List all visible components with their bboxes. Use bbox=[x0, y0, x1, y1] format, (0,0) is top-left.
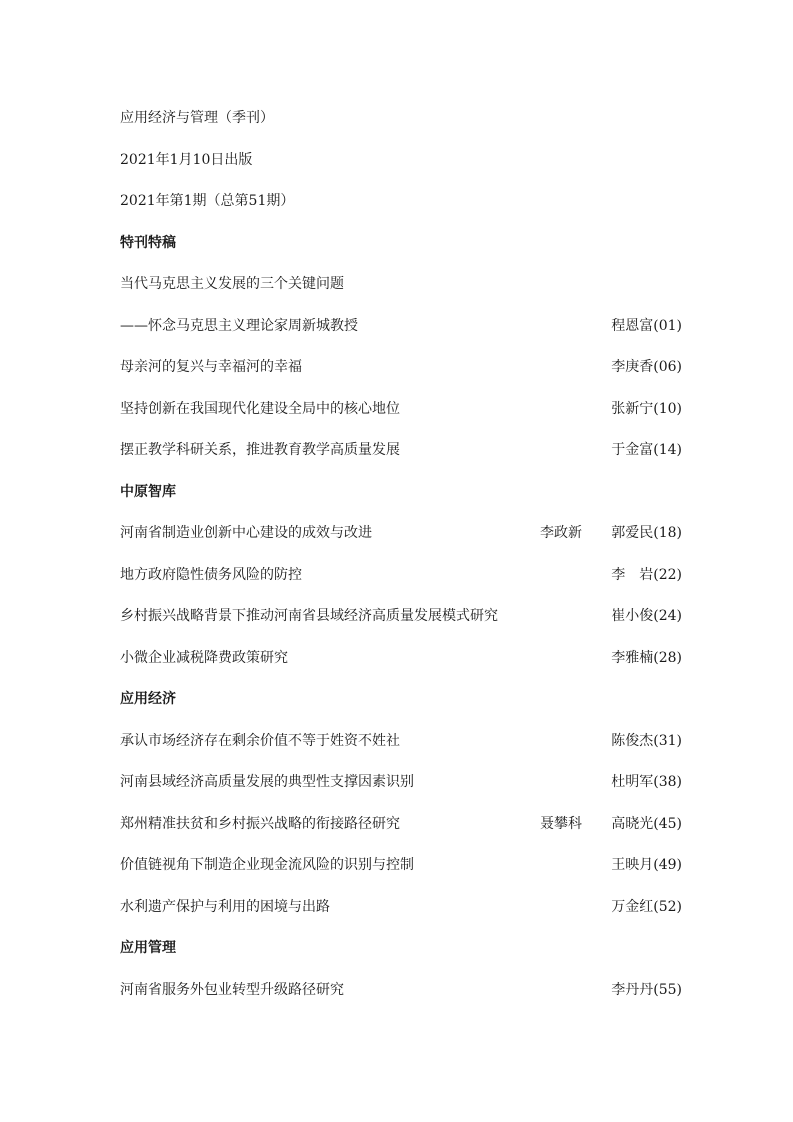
journal-title: 应用经济与管理（季刊） bbox=[120, 110, 274, 126]
section-heading: 应用管理 bbox=[120, 940, 176, 956]
article-author: 李庚香(06) bbox=[611, 359, 682, 375]
article-coauthor: 聂攀科 bbox=[540, 816, 582, 832]
article-title: 乡村振兴战略背景下推动河南省县域经济高质量发展模式研究 bbox=[120, 608, 498, 624]
article-title: 河南省制造业创新中心建设的成效与改进 bbox=[120, 525, 372, 541]
article-title: 价值链视角下制造企业现金流风险的识别与控制 bbox=[120, 857, 414, 873]
article-author: 李雅楠(28) bbox=[611, 650, 682, 666]
article-author: 万金红(52) bbox=[611, 899, 682, 915]
article-author: 陈俊杰(31) bbox=[611, 733, 682, 749]
article-coauthor: 李政新 bbox=[540, 525, 582, 541]
article-title: 小微企业减税降费政策研究 bbox=[120, 650, 288, 666]
article-title: 摆正教学科研关系，推进教育教学高质量发展 bbox=[120, 442, 400, 458]
article-title: 地方政府隐性债务风险的防控 bbox=[120, 567, 302, 583]
article-author: 郭爱民(18) bbox=[611, 525, 682, 541]
article-title: ——怀念马克思主义理论家周新城教授 bbox=[120, 318, 358, 334]
article-author: 于金富(14) bbox=[611, 442, 682, 458]
article-title: 当代马克思主义发展的三个关键问题 bbox=[120, 276, 344, 292]
article-title: 河南省服务外包业转型升级路径研究 bbox=[120, 982, 344, 998]
article-title: 郑州精准扶贫和乡村振兴战略的衔接路径研究 bbox=[120, 816, 400, 832]
issue-number: 2021年第1期（总第51期） bbox=[120, 193, 295, 209]
article-title: 坚持创新在我国现代化建设全局中的核心地位 bbox=[120, 401, 400, 417]
article-author: 李 岩(22) bbox=[611, 567, 682, 583]
article-author: 张新宁(10) bbox=[611, 401, 682, 417]
article-title: 水利遗产保护与利用的困境与出路 bbox=[120, 899, 330, 915]
article-author: 王映月(49) bbox=[611, 857, 682, 873]
section-heading: 中原智库 bbox=[120, 484, 176, 500]
article-author: 高晓光(45) bbox=[611, 816, 682, 832]
section-heading: 特刊特稿 bbox=[120, 235, 176, 251]
article-author: 崔小俊(24) bbox=[611, 608, 682, 624]
publish-date: 2021年1月10日出版 bbox=[120, 152, 253, 168]
article-title: 河南县域经济高质量发展的典型性支撑因素识别 bbox=[120, 774, 414, 790]
article-author: 程恩富(01) bbox=[611, 318, 682, 334]
article-author: 李丹丹(55) bbox=[611, 982, 682, 998]
article-title: 承认市场经济存在剩余价值不等于姓资不姓社 bbox=[120, 733, 400, 749]
article-author: 杜明军(38) bbox=[611, 774, 682, 790]
section-heading: 应用经济 bbox=[120, 691, 176, 707]
article-title: 母亲河的复兴与幸福河的幸福 bbox=[120, 359, 302, 375]
